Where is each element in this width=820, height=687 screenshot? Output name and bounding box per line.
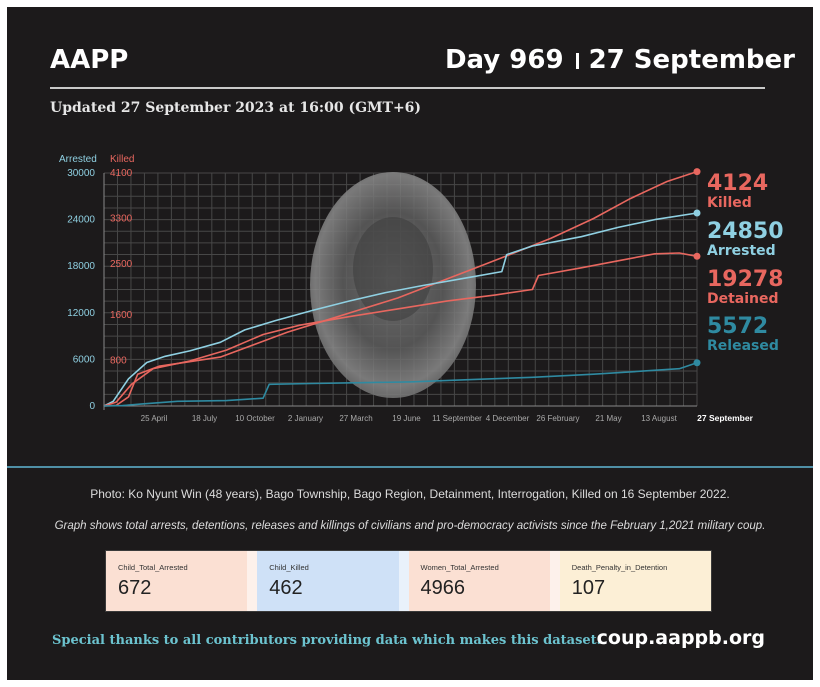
- x-tick-label: 26 February: [536, 414, 580, 423]
- day-count: Day 969: [444, 45, 564, 75]
- end-value-detained: 19278: [707, 267, 784, 292]
- x-tick-label: 4 December: [485, 414, 530, 423]
- tick-label-killed: 3300: [110, 213, 133, 225]
- end-labels: [707, 171, 784, 354]
- stat-label: Death_Penalty_in_Detention: [571, 563, 668, 572]
- x-tick-label: 21 May: [595, 414, 622, 423]
- site-link[interactable]: coup.aappb.org: [596, 627, 765, 649]
- end-name-killed: Killed: [707, 195, 752, 211]
- line-chart: [7, 7, 813, 467]
- tick-label-arrested: 12000: [67, 307, 95, 319]
- tick-label-arrested: 24000: [67, 214, 95, 226]
- stat-value: 672: [118, 577, 152, 599]
- end-name-released: Released: [707, 338, 779, 354]
- x-tick-label: 13 August: [641, 414, 677, 423]
- series-endpoint: [694, 209, 701, 216]
- stat-women-total-arrested: [409, 551, 560, 611]
- stat-value: 462: [269, 577, 303, 599]
- stat-death-penalty-in-detention: [560, 551, 711, 611]
- axis-title-killed: Killed: [110, 154, 135, 165]
- x-tick-label: 18 July: [191, 414, 218, 423]
- series-endpoint: [694, 253, 701, 260]
- stat-child-total-arrested: [106, 551, 257, 611]
- tick-label-killed: 4100: [110, 168, 133, 179]
- tick-label-arrested: 18000: [67, 261, 95, 273]
- x-tick-label: 25 April: [140, 414, 168, 423]
- day-date: 27 September: [588, 45, 795, 75]
- section-divider: [7, 466, 813, 468]
- tick-label-killed: 1600: [110, 310, 133, 322]
- x-tick-label: 27 September: [697, 413, 753, 423]
- x-tick-label: 19 June: [392, 414, 421, 423]
- series-endpoint: [694, 168, 701, 175]
- graph-note: Graph shows total arrests, detentions, releases and killings of civilians and pro-democracy activists since the February 1,2021 military coup.: [54, 520, 766, 532]
- photo-caption: Photo: Ko Nyunt Win (48 years), Bago Township, Bago Region, Detainment, Interrogation, Killed on 16 September 2022.: [90, 487, 730, 501]
- stats-strip: [105, 550, 712, 612]
- stat-edge: [399, 551, 409, 611]
- stat-label: Women_Total_Arrested: [420, 563, 499, 572]
- stat-value: 107: [571, 577, 606, 599]
- end-value-released: 5572: [707, 314, 769, 339]
- stat-label: Child_Killed: [269, 563, 309, 572]
- brand-title: AAPP: [50, 45, 129, 75]
- tick-label-arrested: 0: [89, 401, 95, 412]
- end-value-arrested: 24850: [707, 219, 784, 244]
- infographic: [7, 7, 813, 680]
- updated-timestamp: Updated 27 September 2023 at 16:00 (GMT+6): [50, 100, 422, 116]
- series-endpoint: [694, 359, 701, 366]
- stat-child-killed: [257, 551, 408, 611]
- tick-label-killed: 2500: [110, 258, 133, 270]
- tick-label-killed: 800: [110, 355, 127, 367]
- tick-label-arrested: 6000: [72, 354, 95, 366]
- x-tick-label: 10 October: [235, 414, 275, 423]
- end-name-arrested: Arrested: [707, 243, 776, 259]
- tick-label-arrested: 30000: [67, 168, 95, 179]
- x-tick-label: 27 March: [339, 414, 373, 423]
- stat-edge: [550, 551, 560, 611]
- axis-title-arrested: Arrested: [59, 154, 97, 165]
- stat-edge: [247, 551, 257, 611]
- x-tick-label: 2 January: [287, 414, 324, 423]
- thanks-note: Special thanks to all contributors providing data which makes this dataset.: [52, 633, 602, 648]
- stat-value: 4966: [420, 577, 465, 599]
- end-name-detained: Detained: [707, 291, 779, 307]
- stat-label: Child_Total_Arrested: [118, 563, 188, 572]
- end-value-killed: 4124: [707, 171, 769, 196]
- x-tick-label: 11 September: [432, 414, 482, 423]
